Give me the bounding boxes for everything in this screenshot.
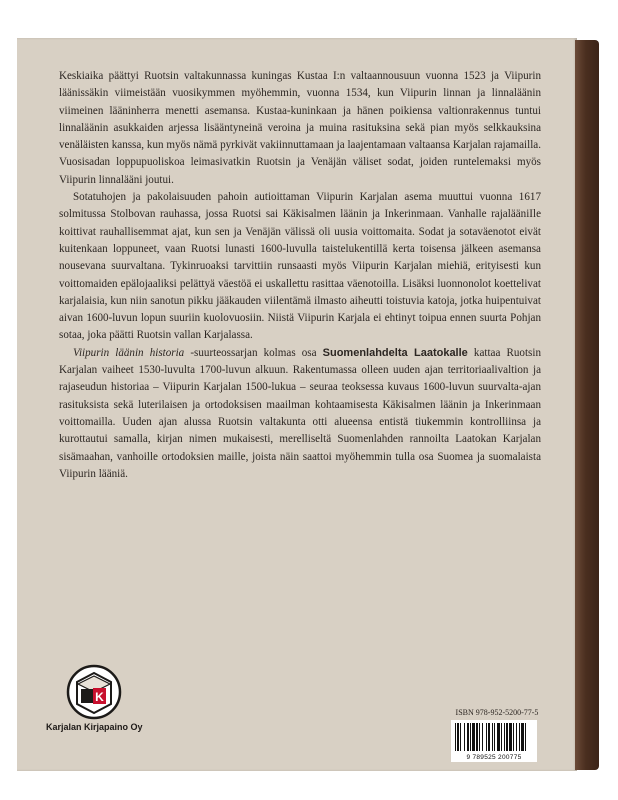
- blurb-paragraph-1: Keskiaika päättyi Ruotsin valtakunnassa kuningas Kustaa I:n valtaannousuun vuonna 1523 ja Viipurin läänissäkin viimeistään vuosikymmen myöhemmin, vuonna 1534, kun Viipurin linnan ja linnaläänin viimeinen lääninherra menetti asemansa. Kustaa-kuninkaan ja hänen poikiensa valtionrakennus tuntui linnaläänin asukkaiden arjessa lisääntyneinä veroina ja muina rasituksina sekä pian myös selkkauksina venäläisten kanssa, kun myös nämä pyrkivät vakiinnuttamaan ja laajentamaan valtaansa Karjalan rajamailla. Vuosisadan loppupuoliskoa leimasivatkin Ruotsin ja Venäjän väliset sodat, joiden runtelemaksi myös Viipurin linnalääni joutui.: [59, 70, 541, 186]
- blurb-paragraph-3: [59, 345, 541, 483]
- barcode-bar: [486, 723, 487, 751]
- blurb-paragraph-2: Sotatuhojen ja pakolaisuuden pahoin autioittaman Viipurin Karjalan asema muuttui vuonna 1617 solmitussa Stolbovan rauhassa, jossa Ruotsi sai Käkisalmen läänin ja Inkerinmaan. Vanhalle rajalääniIle koittivat rauhallisemmat ajat, kun sen ja Venäjän välissä oli uusia voittomaita. Sodat ja sotaväenotot eivät kuitenkaan loppuneet, vaan Ruotsi lunasti 1600-luvulla taistelukentillä kerta toisensa jälkeen asemansa nousevana suurvaltana. Tykinruoaksi tarvittiin runsaasti myös Viipurin Karjalan miehiä, erityisesti kun voittomaiden epälojaaliksi pelättyä väestöä ei uskallettu rasittaa väenotoilla. Lisäksi luonnonolot koettelivat karjalaisia, kun niin sanotun pikku jääkauden viilentämä ilmasto aiheutti toistuvia katoja, jotka huipentuivat aivan 1600-luvun lopun suuriin kuolovuosiin. Niistä Viipurin Karjala ei ehtinyt toipua ennen suurta Pohjan sotaa, joka päätti Ruotsin vallan Karjalassa.: [59, 191, 541, 342]
- barcode-bar: [464, 723, 465, 751]
- barcode-number: 9 789525 200775: [466, 754, 522, 761]
- barcode-bar: [492, 723, 493, 751]
- barcode-bar: [476, 723, 478, 751]
- book-title: Suomenlahdelta Laatokalle: [322, 346, 468, 359]
- barcode-bar: [509, 723, 512, 751]
- barcode-bar: [513, 723, 514, 751]
- barcode-bar: [519, 723, 520, 751]
- book-spine: [575, 40, 599, 770]
- barcode-bar: [501, 723, 502, 751]
- series-name: Viipurin läänin historia: [73, 346, 185, 359]
- barcode-bar: [479, 723, 480, 751]
- isbn: ISBN 978-952-5200-77-5: [455, 708, 539, 717]
- barcode-bar: [455, 723, 456, 751]
- publisher-name: Karjalan Kirjapaino Oy: [46, 722, 143, 732]
- barcode-bar: [467, 723, 469, 751]
- blurb-paragraph-3-a: -suurteossarjan kolmas osa: [184, 346, 323, 359]
- barcode-bar: [472, 723, 475, 751]
- barcode-bar: [521, 723, 524, 751]
- blurb-paragraph-3-b: kattaa Ruotsin Karjalan vaiheet 1530-luvulta 1700-luvun alkuun. Rakentumassa olleen uuden ajan territoriaalivaltion ja rajaseudun historiaa – Viipurin Karjalan 1500-lukua – seuraa teoksessa kuvaus 1600-luvun suurvalta-ajan rasituksista sekä luterilaisen ja ortodoksisen maailman kohtaamisesta Käkisalmen läänin ja Inkerinmaan voittomailla. Uuden ajan alussa Ruotsin valtakunta otti alueensa entistä tiukemmin kontrolliinsa ja kurottautui samalla, kirjan nimen mukaisesti, merelliseltä Suomenlahden rannoilta Laatokan Karjalan sisämaahan, vanhoille ortodoksien maille, joista näin saattoi myöhemmin tulla osa Suomea ja suomalaista Viipurin lääniä.: [59, 346, 542, 480]
- logo-letter: K: [95, 690, 104, 704]
- blurb-text: [59, 68, 541, 483]
- barcode: [451, 720, 537, 762]
- barcode-bar: [457, 723, 459, 751]
- barcode-bar: [506, 723, 508, 751]
- barcode-bar: [525, 723, 526, 751]
- barcode-bar: [488, 723, 490, 751]
- barcode-bar: [504, 723, 505, 751]
- barcode-bar: [460, 723, 461, 751]
- barcode-bars: [451, 720, 537, 754]
- barcode-bar: [494, 723, 495, 751]
- barcode-bar: [516, 723, 517, 751]
- barcode-bar: [470, 723, 471, 751]
- publisher-logo: [66, 664, 122, 720]
- barcode-bar: [482, 723, 483, 751]
- barcode-bar: [497, 723, 500, 751]
